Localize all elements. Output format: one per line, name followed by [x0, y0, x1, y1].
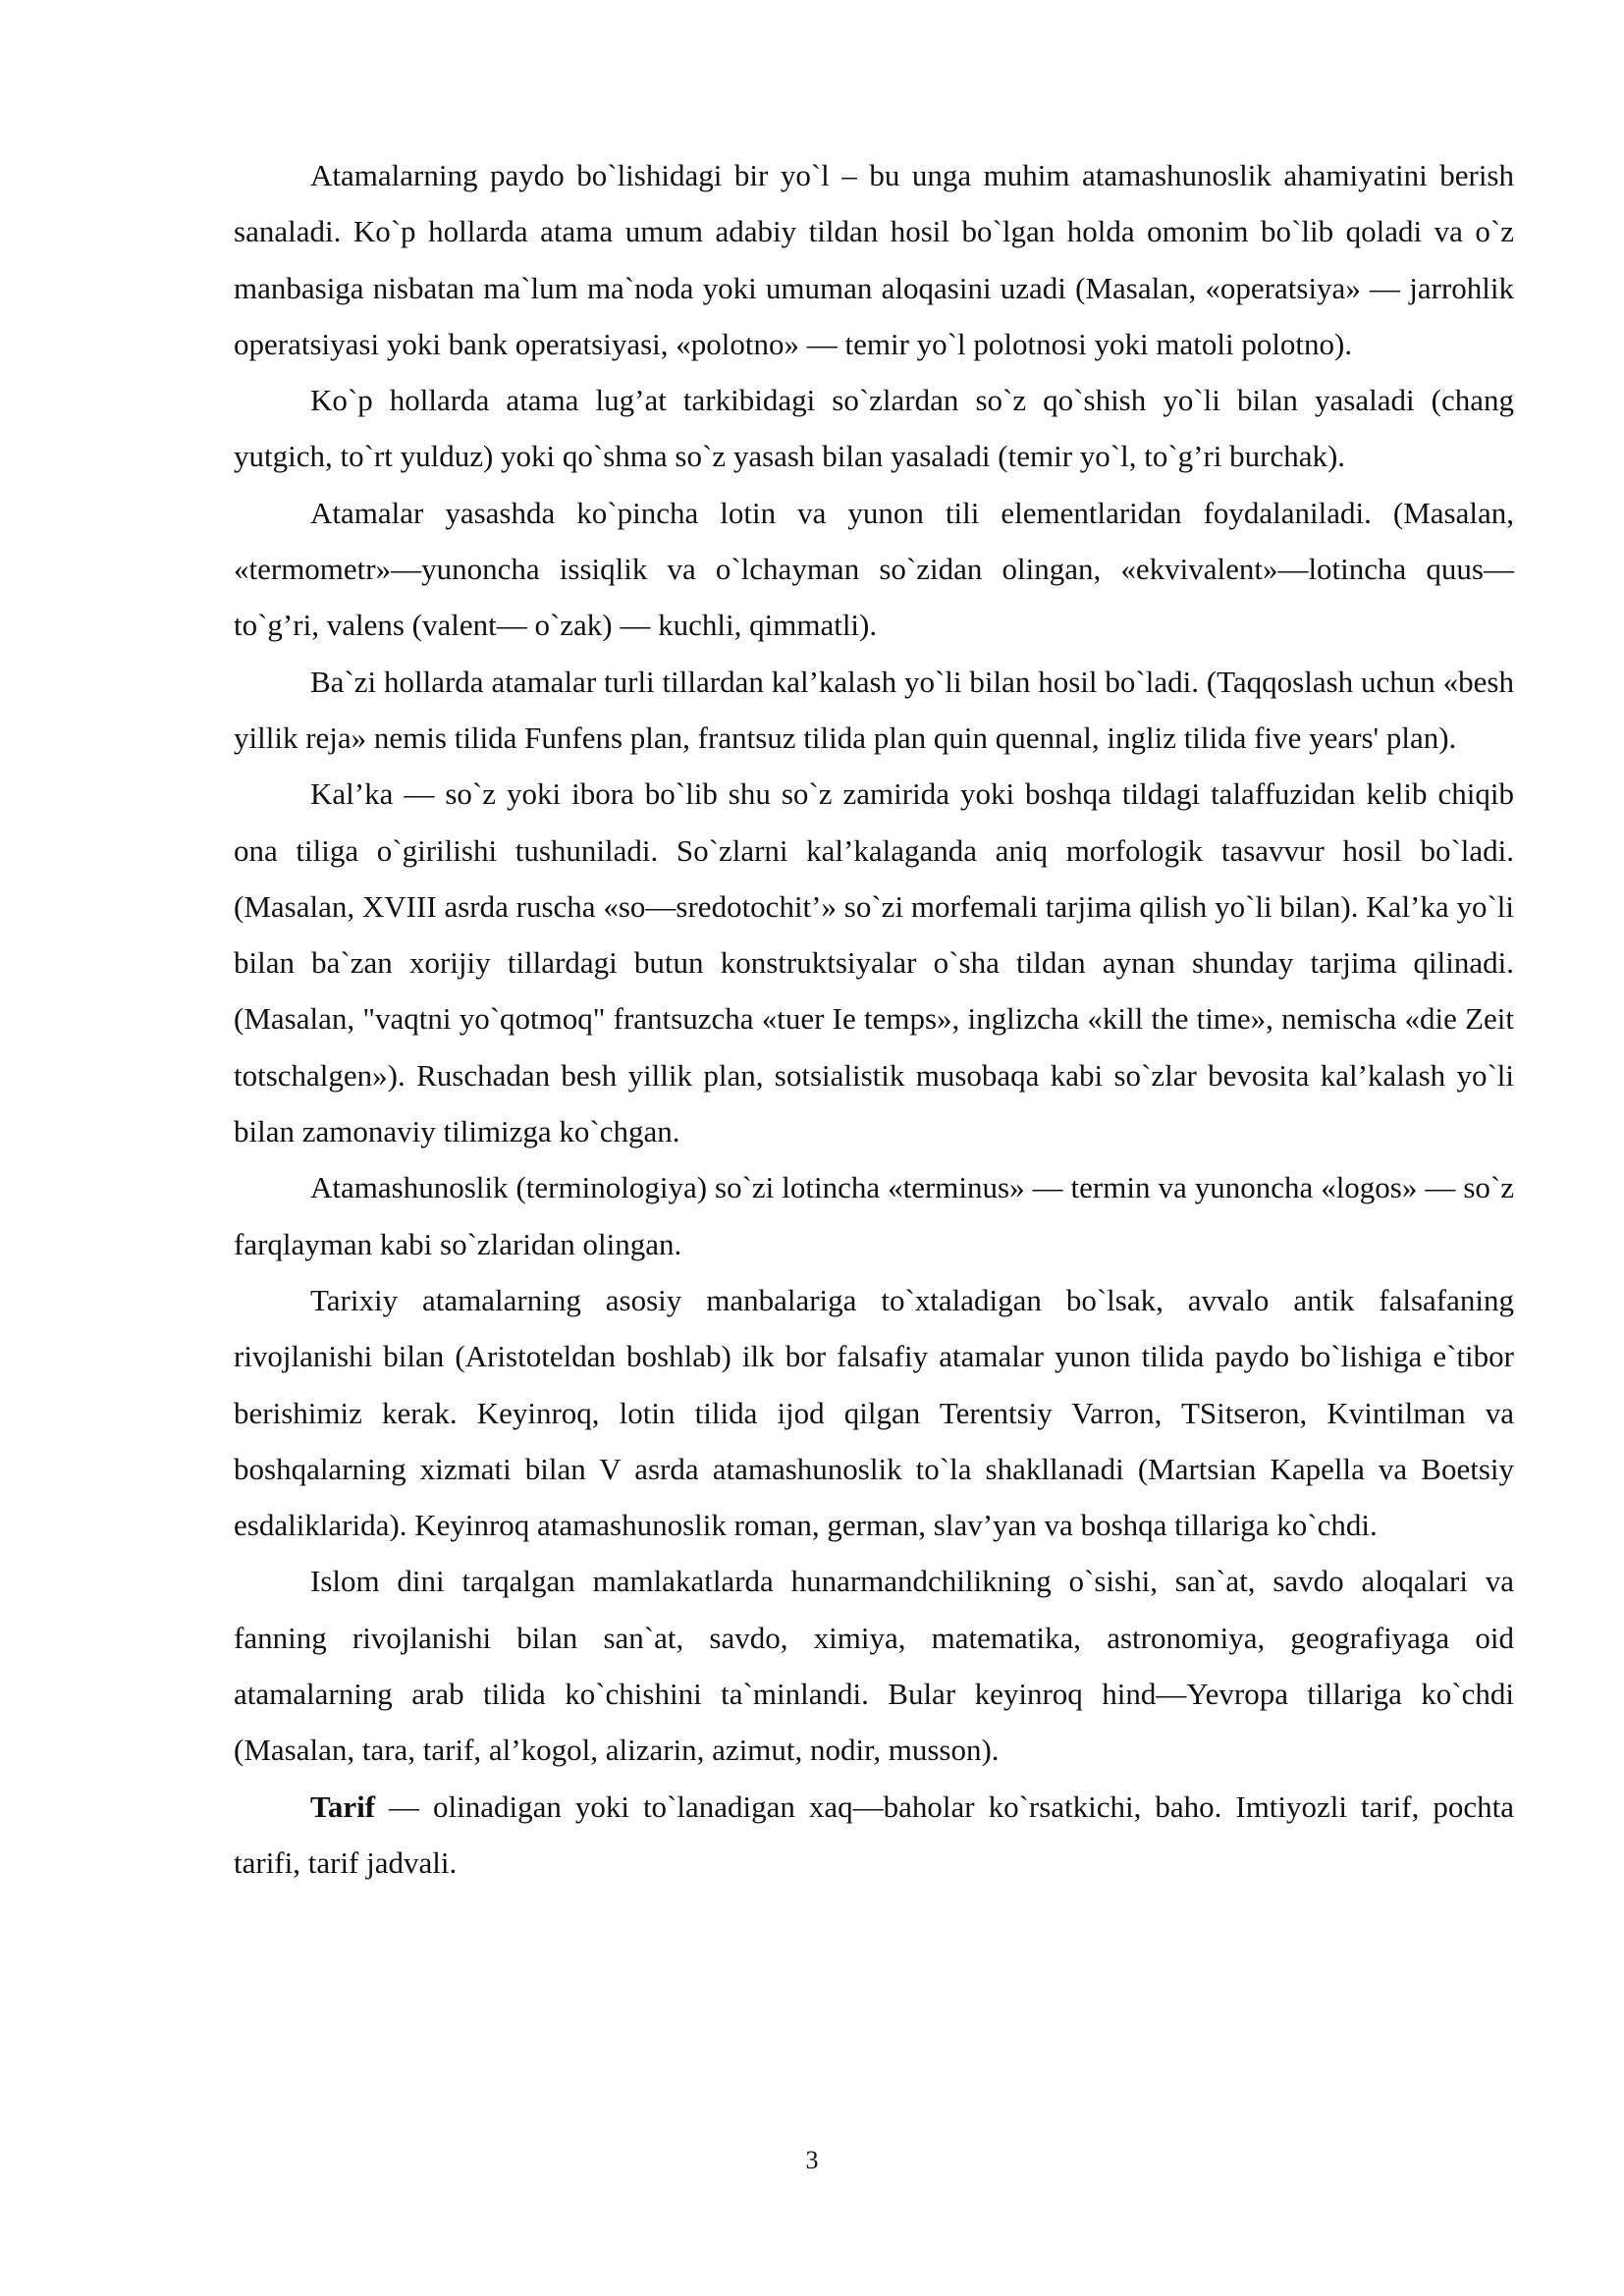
tarif-definition-text: — olinadigan yoki to`lanadigan xaq—baholar ko`rsatkichi, baho. Imtiyozli tarif, pochta tarifi, tarif jadvali.	[234, 1789, 1514, 1880]
paragraph-tarif-definition	[234, 1779, 1514, 1892]
paragraph-calque-origin: Ba`zi hollarda atamalar turli tillardan kal’kalash yo`li bilan hosil bo`ladi. (Taqqoslash uchun «besh yillik reja» nemis tilida Funfens plan, frantsuz tilida plan quin quennal, ingliz tilida five years' plan).	[234, 664, 1514, 755]
page-body	[234, 147, 1514, 1891]
paragraph-word-formation: Ko`p hollarda atama lug’at tarkibidagi so`zlardan so`z qo`shish yo`li bilan yasaladi (chang yutgich, to`rt yulduz) yoki qo`shma so`z yasash bilan yasaladi (temir yo`l, to`g’ri burchak).	[234, 383, 1514, 474]
paragraph-term-origin: Atamalarning paydo bo`lishidagi bir yo`l – bu unga muhim atamashunoslik ahamiyatini berish sanaladi. Ko`p hollarda atama umum adabiy tildan hosil bo`lgan holda omonim bo`lib qoladi va o`z manbasiga nisbatan ma`lum ma`noda yoki umuman aloqasini uzadi (Masalan, «operatsiya» — jarrohlik operatsiyasi yoki bank operatsiyasi, «polotno» — temir yo`l polotnosi yoki matoli polotno).	[234, 158, 1514, 361]
term-tarif: Tarif	[310, 1789, 376, 1824]
paragraph-latin-greek: Atamalar yasashda ko`pincha lotin va yunon tili elementlaridan foydalaniladi. (Masalan, «termometr»—yunoncha issiqlik va o`lchayman so`zidan olingan, «ekvivalent»—lotincha quus—to`g’ri, valens (valent— o`zak) — kuchli, qimmatli).	[234, 495, 1514, 643]
paragraph-historical-sources: Tarixiy atamalarning asosiy manbalariga to`xtaladigan bo`lsak, avvalo antik falsafaning rivojlanishi bilan (Aristoteldan boshlab) ilk bor falsafiy atamalar yunon tilida paydo bo`lishiga e`tibor berishimiz kerak. Keyinroq, lotin tilida ijod qilgan Terentsiy Varron, TSitseron, Kvintilman va boshqalarning xizmati bilan V asrda atamashunoslik to`la shakllanadi (Martsian Kapella va Boetsiy esdaliklarida). Keyinroq atamashunoslik roman, german, slav’yan va boshqa tillariga ko`chdi.	[234, 1282, 1514, 1543]
paragraph-terminology-etymology: Atamashunoslik (terminologiya) so`zi lotincha «terminus» — termin va yunoncha «logos» — so`z farqlayman kabi so`zlaridan olingan.	[234, 1170, 1514, 1261]
page-number: 3	[805, 2146, 819, 2174]
paragraph-islamic-world: Islom dini tarqalgan mamlakatlarda hunarmandchilikning o`sishi, san`at, savdo aloqalari va fanning rivojlanishi bilan san`at, savdo, ximiya, matematika, astronomiya, geografiyaga oid atamalarning arab tilida ko`chishini ta`minlandi. Bular keyinroq hind—Yevropa tillariga ko`chdi (Masalan, tara, tarif, al’kogol, alizarin, azimut, nodir, musson).	[234, 1564, 1514, 1768]
paragraph-calque-definition: Kal’ka — so`z yoki ibora bo`lib shu so`z zamirida yoki boshqa tildagi talaffuzidan kelib chiqib ona tiliga o`girilishi tushuniladi. So`zlarni kal’kalaganda aniq morfologik tasavvur hosil bo`ladi. (Masalan, XVIII asrda ruscha «so—sredotochit’» so`zi morfemali tarjima qilish yo`li bilan). Kal’ka yo`li bilan ba`zan xorijiy tillardagi butun konstruktsiyalar o`sha tildan aynan shunday tarjima qilinadi. (Masalan, "vaqtni yo`qotmoq" frantsuzcha «tuer Ie temps», inglizcha «kill the time», nemischa «die Zeit totschalgen»). Ruschadan besh yillik plan, sotsialistik musobaqa kabi so`zlar bevosita kal’kalash yo`li bilan zamonaviy tilimizga ko`chgan.	[234, 776, 1514, 1149]
